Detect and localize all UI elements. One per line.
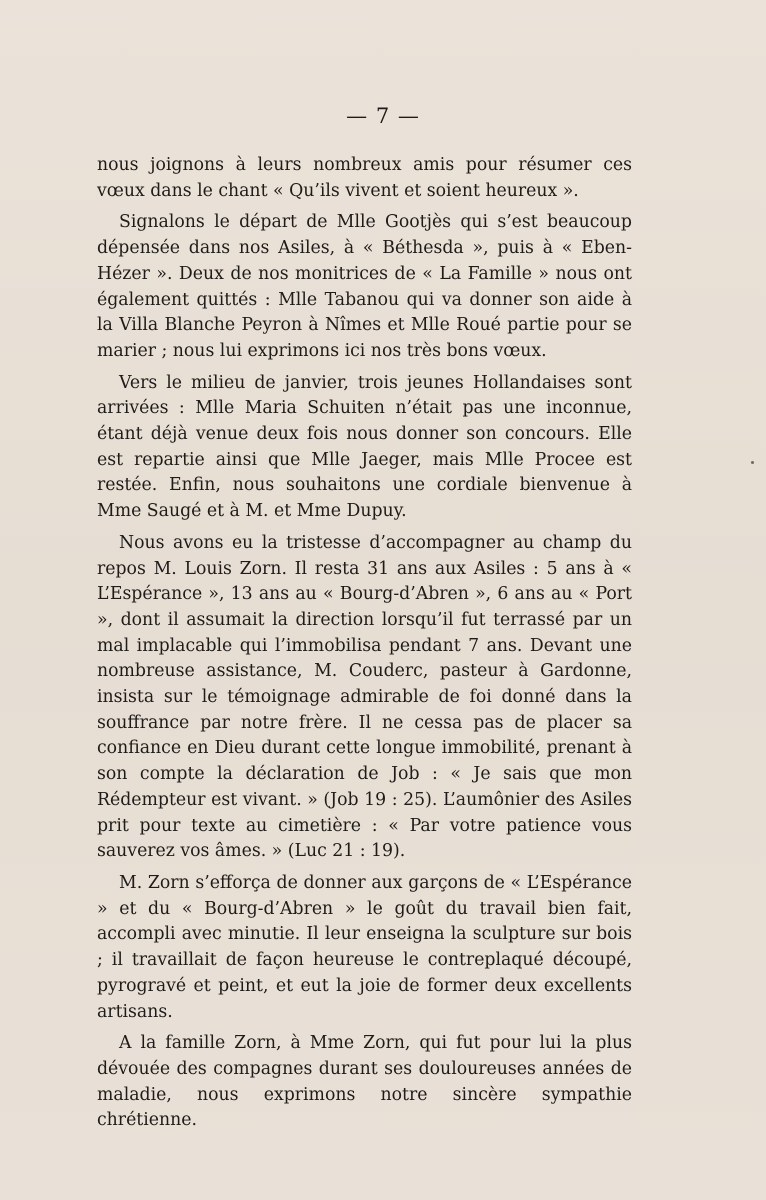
paper-speck — [751, 461, 754, 464]
paragraph-obituary: Nous avons eu la tristesse d’accompagner au champ du repos M. Louis Zorn. Il resta 31 ans aux Asiles : 5 ans à « L’Espérance », 13 ans au « Bourg-d’Abren », 6 ans au « Port », dont il assumait la direction lorsqu’il fut terrassé par un mal implacable qui l’immobilisa pendant 7 ans. Devant une nombreuse assistance, M. Couderc, pasteur à Gardonne, insista sur le témoignage admirable de foi donné dans la souffrance par notre frère. Il ne cessa pas de placer sa confiance en Dieu durant cette longue immobilité, prenant à son compte la déclaration de Job : « Je sais que mon Rédempteur est vivant. » (Job 19 : 25). L’aumônier des Asiles prit pour texte au cimetière : « Par votre patience vous sauverez vos âmes. » (Luc 21 : 19). — [97, 532, 632, 862]
paragraph-continuation: nous joignons à leurs nombreux amis pour résumer ces vœux dans le chant « Qu’ils vivent et soient heureux ». — [97, 155, 632, 201]
paragraph-work: M. Zorn s’efforça de donner aux garçons de « L’Espérance » et du « Bourg-d’Abren » le goût du travail bien fait, accompli avec minutie. Il leur enseigna la sculpture sur bois ; il travaillait de façon heureuse le contreplaqué découpé, pyrogravé et peint, et eut la joie de former deux excellents artisans. — [97, 872, 632, 1022]
paragraph-sympathy: A la famille Zorn, à Mme Zorn, qui fut pour lui la plus dévouée des compagnes durant ses douloureuses années de maladie, nous exprimons notre sincère sympathie chrétienne. — [97, 1033, 632, 1131]
body-text — [97, 153, 632, 1140]
paragraph-arrivals: Vers le milieu de janvier, trois jeunes Hollandaises sont arrivées : Mlle Maria Schuiten n’était pas une inconnue, étant déjà venue deux fois nous donner son concours. Elle est repartie ainsi que Mlle Jaeger, mais Mlle Procee est restée. Enfin, nous souhaitons une cordiale bienvenue à Mme Saugé et à M. et Mme Dupuy. — [97, 372, 632, 522]
page-number: — 7 — — [346, 104, 420, 128]
paragraph-departures: Signalons le départ de Mlle Gootjès qui s’est beaucoup dépensée dans nos Asiles, à « Béthesda », puis à « Eben-Hézer ». Deux de nos monitrices de « La Famille » nous ont également quittés : Mlle Tabanou qui va donner son aide à la Villa Blanche Peyron à Nîmes et Mlle Roué partie pour se marier ; nous lui exprimons ici nos très bons vœux. — [97, 212, 632, 361]
